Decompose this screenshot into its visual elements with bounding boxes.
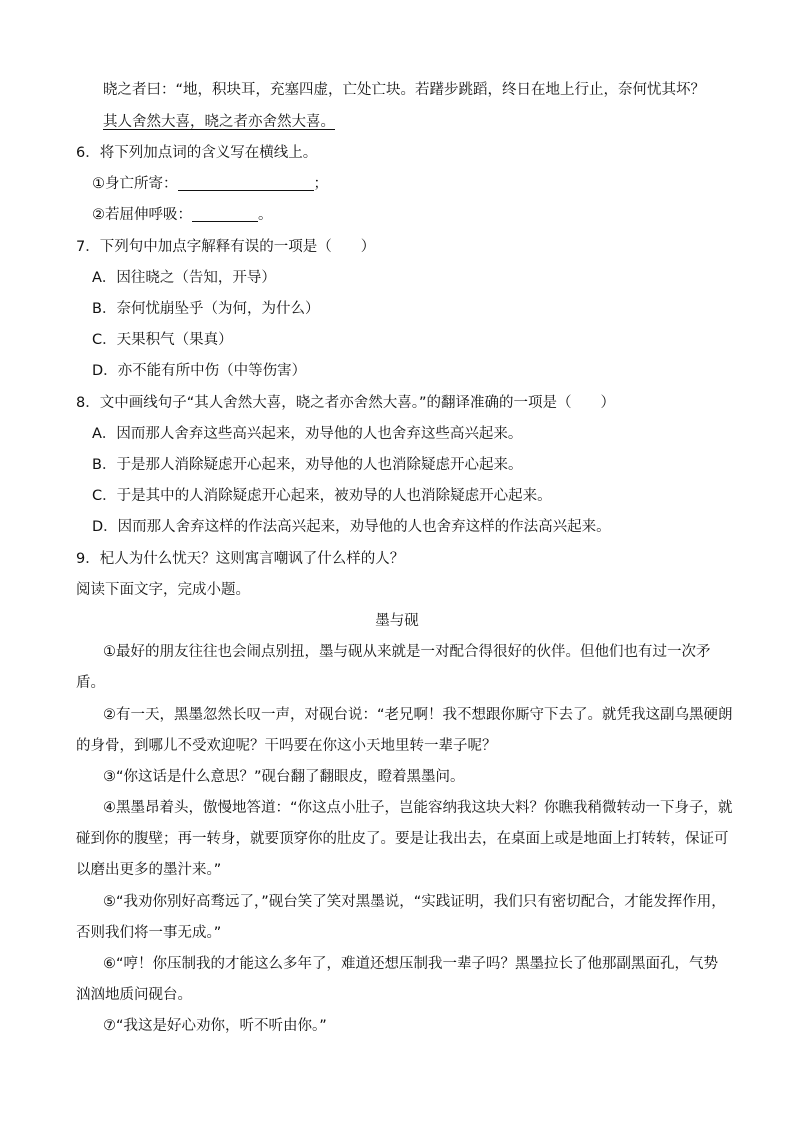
answer-blank-1[interactable]	[178, 176, 314, 191]
story-line: ②有一天，黑墨忽然长叹一声，对砚台说：“老兄啊！我不想跟你厮守下去了。就凭我这副乌黑硬朗	[103, 707, 733, 723]
item-1-label: ①身亡所寄：	[92, 176, 178, 192]
story-line: ⑦“我这是好心劝你，听不听由你。”	[103, 1018, 327, 1034]
question-6-item-1	[92, 174, 328, 194]
item-2-suffix: 。	[258, 207, 273, 223]
story-line: 否则我们将一事无成。”	[76, 925, 222, 941]
question-6-item-2	[92, 205, 273, 225]
story-line: 以磨出更多的墨汁来。”	[76, 862, 222, 878]
story-line: ①最好的朋友往往也会闹点别扭，墨与砚从来就是一对配合得很好的伙伴。但他们也有过一次矛	[103, 644, 711, 660]
item-2-label: ②若屈伸呼吸：	[92, 207, 192, 223]
question-7-option-c: C．天果积气（果真）	[92, 332, 233, 348]
answer-blank-2[interactable]	[192, 207, 258, 222]
story-line: 盾。	[76, 675, 105, 691]
question-7-option-d: D．亦不能有所中伤（中等伤害）	[92, 363, 307, 379]
story-line: ③“你这话是什么意思？”砚台翻了翻眼皮，瞪着黑墨问。	[103, 769, 465, 785]
question-8-stem: 8．文中画线句子“其人舍然大喜，晓之者亦舍然大喜。”的翻译准确的一项是（ ）	[76, 395, 615, 411]
question-6-stem: 6．将下列加点词的含义写在横线上。	[76, 145, 318, 161]
item-1-suffix: ；	[313, 176, 328, 192]
story-line: 汹汹地质问砚台。	[76, 987, 192, 1003]
story-line: ⑥“哼！你压制我的才能这么多年了，难道还想压制我一辈子吗？黑墨拉长了他那副黑面孔，气势	[103, 956, 719, 972]
story-line: 的身骨，到哪儿不受欢迎呢？干吗要在你这小天地里转一辈子呢？	[76, 738, 497, 754]
question-7-stem: 7．下列句中加点字解释有误的一项是（ ）	[76, 239, 376, 255]
story-line: 碰到你的腹壁；再一转身，就要顶穿你的肚皮了。要是让我出去，在桌面上或是地面上打转转，保证可	[76, 831, 729, 847]
question-8-option-d: D．因而那人舍弃这样的作法高兴起来，劝导他的人也舍弃这样的作法高兴起来。	[92, 519, 611, 535]
reading-instruction: 阅读下面文字，完成小题。	[76, 582, 250, 598]
question-8-option-c: C．于是其中的人消除疑虑开心起来，被劝导的人也消除疑虑开心起来。	[92, 488, 552, 504]
passage-line: 晓之者曰：“地，积块耳，充塞四虚，亡处亡块。若躇步跳蹈，终日在地上行止，奈何忧其坏？	[103, 82, 706, 98]
underlined-sentence: 其人舍然大喜，晓之者亦舍然大喜。	[103, 114, 335, 130]
story-line: ④黑墨昂着头，傲慢地答道：“你这点小肚子，岂能容纳我这块大料？你瞧我稍微转动一下身子，就	[103, 800, 733, 816]
story-line: ⑤“我劝你别好高骛远了，”砚台笑了笑对黑墨说，“实践证明，我们只有密切配合，才能发挥作用，	[103, 894, 726, 910]
question-8-option-b: B．于是那人消除疑虑开心起来，劝导他的人也消除疑虑开心起来。	[92, 457, 523, 473]
question-8-option-a: A．因而那人舍弃这些高兴起来，劝导他的人也舍弃这些高兴起来。	[92, 426, 523, 442]
story-title: 墨与砚	[375, 613, 419, 629]
question-7-option-b: B．奈何忧崩坠乎（为何，为什么）	[92, 301, 320, 317]
question-7-option-a: A．因往晓之（告知，开导）	[92, 270, 276, 286]
question-9-stem: 9．杞人为什么忧天？这则寓言嘲讽了什么样的人？	[76, 551, 405, 567]
